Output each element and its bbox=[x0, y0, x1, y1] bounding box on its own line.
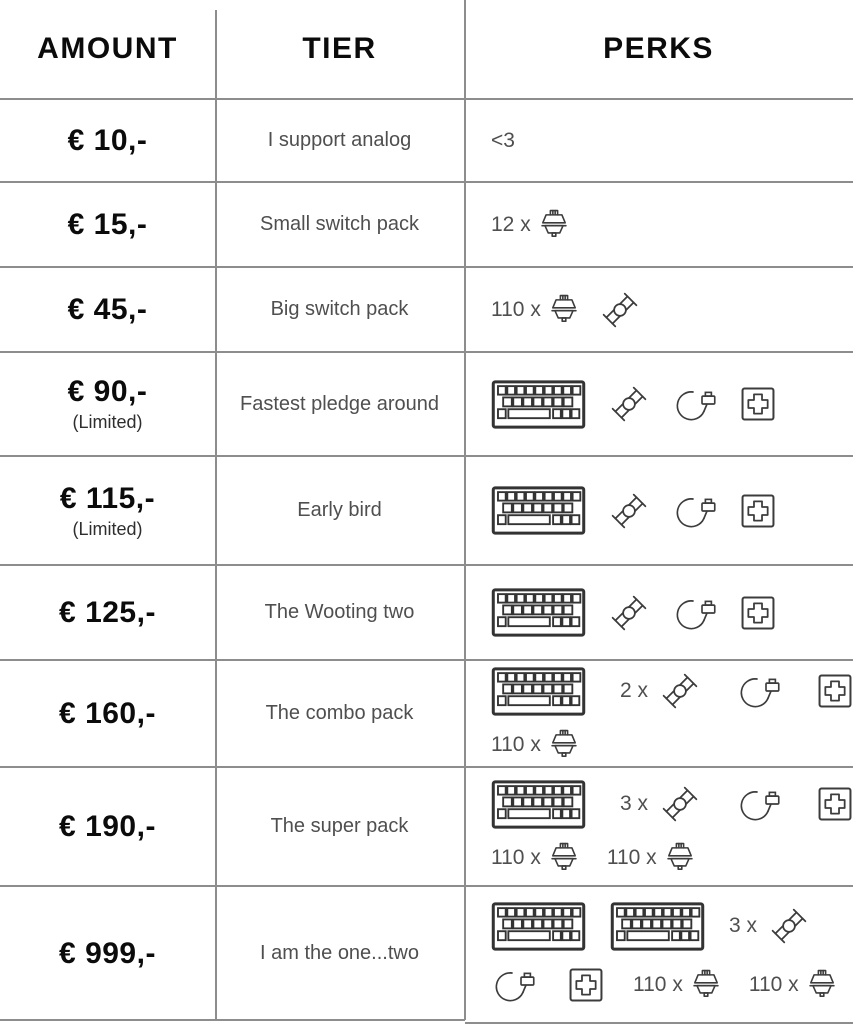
limited-note: (Limited) bbox=[72, 518, 143, 539]
table-bottom-line bbox=[0, 1019, 465, 1021]
perks-cell bbox=[464, 183, 853, 266]
perks-cell bbox=[464, 353, 853, 455]
perk-item bbox=[620, 782, 702, 826]
table-row bbox=[0, 659, 853, 766]
puller-icon bbox=[607, 489, 651, 533]
header-perks: PERKS bbox=[603, 32, 714, 65]
perk-count: 3 x bbox=[729, 914, 758, 937]
tier-label: The Wooting two bbox=[264, 601, 415, 623]
cable-icon bbox=[736, 670, 784, 712]
perk-item bbox=[818, 674, 852, 708]
limited-note: (Limited) bbox=[72, 412, 143, 432]
amount-cell bbox=[0, 457, 215, 564]
perk-item bbox=[491, 380, 586, 429]
tier-label: The combo pack bbox=[265, 702, 414, 724]
keyboard-icon bbox=[491, 667, 586, 716]
table-row bbox=[0, 564, 853, 659]
perk-item bbox=[633, 969, 719, 1001]
perk-item bbox=[607, 591, 651, 635]
amount-value: € 45,- bbox=[67, 292, 148, 326]
switch-icon bbox=[809, 969, 835, 1001]
keyboard-icon bbox=[491, 902, 586, 951]
keyboard-icon bbox=[491, 380, 586, 429]
keycap-plus-icon bbox=[569, 968, 603, 1002]
perk-item bbox=[491, 729, 577, 761]
perk-count: 110 x bbox=[748, 972, 799, 996]
switch-icon bbox=[551, 842, 577, 874]
amount-value: € 160,- bbox=[59, 696, 156, 730]
amount-cell bbox=[0, 183, 215, 266]
switch-icon bbox=[693, 969, 719, 1001]
tier-cell bbox=[215, 183, 464, 266]
perk-line bbox=[491, 780, 852, 829]
tier-label: The super pack bbox=[270, 815, 409, 837]
table-row bbox=[0, 455, 853, 564]
perk-item bbox=[741, 387, 775, 421]
keycap-plus-icon bbox=[741, 387, 775, 421]
cable-icon bbox=[672, 490, 720, 532]
perk-line bbox=[491, 964, 835, 1006]
perk-item bbox=[741, 596, 775, 630]
amount-value: € 10,- bbox=[67, 123, 148, 157]
tier-cell bbox=[215, 661, 464, 766]
perk-item bbox=[491, 842, 577, 874]
puller-icon bbox=[658, 782, 702, 826]
amount-cell bbox=[0, 661, 215, 766]
perks-cell bbox=[464, 661, 853, 766]
perk-line bbox=[491, 842, 693, 874]
table-row bbox=[0, 181, 853, 266]
amount-cell bbox=[0, 100, 215, 181]
amount-value: € 15,- bbox=[67, 207, 148, 241]
amount-cell bbox=[0, 566, 215, 659]
perk-item bbox=[672, 490, 720, 532]
tier-label: Fastest pledge around bbox=[239, 392, 440, 415]
switch-icon bbox=[541, 209, 567, 241]
keycap-plus-icon bbox=[741, 596, 775, 630]
perks-cell bbox=[464, 457, 853, 564]
cable-icon bbox=[491, 964, 539, 1006]
perk-item bbox=[491, 209, 567, 241]
perk-item bbox=[736, 670, 784, 712]
amount-cell bbox=[0, 768, 215, 885]
puller-icon bbox=[767, 904, 811, 948]
perks-cell bbox=[464, 887, 853, 1020]
switch-icon bbox=[551, 729, 577, 761]
puller-icon bbox=[607, 591, 651, 635]
perks-cell bbox=[464, 100, 853, 181]
perk-count: 2 x bbox=[620, 679, 649, 702]
perk-line bbox=[491, 288, 642, 332]
perk-item bbox=[729, 904, 811, 948]
perk-line bbox=[491, 486, 775, 535]
keycap-plus-icon bbox=[818, 787, 852, 821]
column-divider-amount-tier bbox=[215, 10, 217, 1020]
keyboard-icon bbox=[491, 588, 586, 637]
puller-icon bbox=[658, 669, 702, 713]
amount-cell bbox=[0, 268, 215, 351]
keycap-plus-icon bbox=[741, 494, 775, 528]
perk-item bbox=[491, 486, 586, 535]
perk-item bbox=[736, 783, 784, 825]
keycap-plus-icon bbox=[818, 674, 852, 708]
perk-line bbox=[491, 588, 775, 637]
perk-item bbox=[491, 294, 577, 326]
perk-count: 110 x bbox=[633, 972, 683, 996]
cable-icon bbox=[672, 383, 720, 425]
perk-item bbox=[491, 667, 586, 716]
switch-icon bbox=[667, 842, 693, 874]
amount-value: € 190,- bbox=[59, 809, 156, 843]
table-row bbox=[0, 766, 853, 885]
perks-cell bbox=[464, 566, 853, 659]
perk-count: 110 x bbox=[491, 297, 541, 321]
tier-cell bbox=[215, 566, 464, 659]
perk-line bbox=[491, 380, 775, 429]
header-amount: AMOUNT bbox=[37, 32, 178, 65]
perk-line bbox=[491, 902, 811, 951]
perk-item bbox=[610, 902, 705, 951]
tier-cell bbox=[215, 768, 464, 885]
tier-label: I support analog bbox=[267, 129, 412, 151]
keyboard-icon bbox=[610, 902, 705, 951]
perk-line bbox=[491, 729, 577, 761]
keyboard-icon bbox=[491, 486, 586, 535]
header-tier: TIER bbox=[302, 32, 377, 65]
perk-item bbox=[607, 489, 651, 533]
perk-item bbox=[672, 383, 720, 425]
perk-item bbox=[749, 969, 835, 1001]
tier-cell bbox=[215, 887, 464, 1020]
perk-item bbox=[491, 588, 586, 637]
perk-item bbox=[569, 968, 603, 1002]
perk-count: 110 x bbox=[606, 845, 657, 869]
perk-item bbox=[491, 129, 515, 153]
cable-icon bbox=[736, 783, 784, 825]
puller-icon bbox=[598, 288, 642, 332]
perk-item bbox=[491, 964, 539, 1006]
perks-cell bbox=[464, 768, 853, 885]
tier-cell bbox=[215, 268, 464, 351]
perk-item bbox=[818, 787, 852, 821]
tier-cell bbox=[215, 457, 464, 564]
perk-item bbox=[598, 288, 642, 332]
tier-label: Small switch pack bbox=[260, 213, 419, 235]
cable-icon bbox=[672, 592, 720, 634]
amount-cell bbox=[0, 353, 215, 455]
perk-item bbox=[491, 780, 586, 829]
column-divider-tier-perks bbox=[464, 0, 466, 1020]
perk-count: 110 x bbox=[491, 845, 541, 869]
perk-line bbox=[491, 667, 852, 716]
perk-item bbox=[607, 842, 693, 874]
table-body bbox=[0, 98, 853, 1020]
table-row bbox=[0, 266, 853, 351]
perk-line bbox=[491, 129, 515, 153]
perk-count: 12 x bbox=[491, 212, 531, 236]
perk-item bbox=[741, 494, 775, 528]
table-row bbox=[0, 98, 853, 181]
perk-item bbox=[607, 382, 651, 426]
tier-label: Early bird bbox=[297, 499, 382, 521]
amount-value: € 90,- bbox=[67, 375, 148, 408]
perk-item bbox=[620, 669, 702, 713]
tier-cell bbox=[215, 353, 464, 455]
perk-text: <3 bbox=[491, 128, 515, 152]
amount-value: € 115,- bbox=[59, 481, 156, 515]
tier-label: Big switch pack bbox=[270, 298, 409, 320]
table-header bbox=[0, 0, 853, 98]
keyboard-icon bbox=[491, 780, 586, 829]
perk-item bbox=[491, 902, 586, 951]
puller-icon bbox=[607, 382, 651, 426]
tier-cell bbox=[215, 100, 464, 181]
switch-icon bbox=[551, 294, 577, 326]
table-row bbox=[0, 351, 853, 455]
tier-label: I am the one...two bbox=[260, 942, 419, 964]
amount-cell bbox=[0, 887, 215, 1020]
perk-line bbox=[491, 209, 567, 241]
table-row bbox=[0, 885, 853, 1020]
amount-value: € 999,- bbox=[59, 936, 156, 970]
perk-item bbox=[672, 592, 720, 634]
amount-value: € 125,- bbox=[59, 595, 156, 629]
perk-count: 3 x bbox=[620, 792, 649, 815]
perks-cell bbox=[464, 268, 853, 351]
perk-count: 110 x bbox=[491, 732, 541, 756]
